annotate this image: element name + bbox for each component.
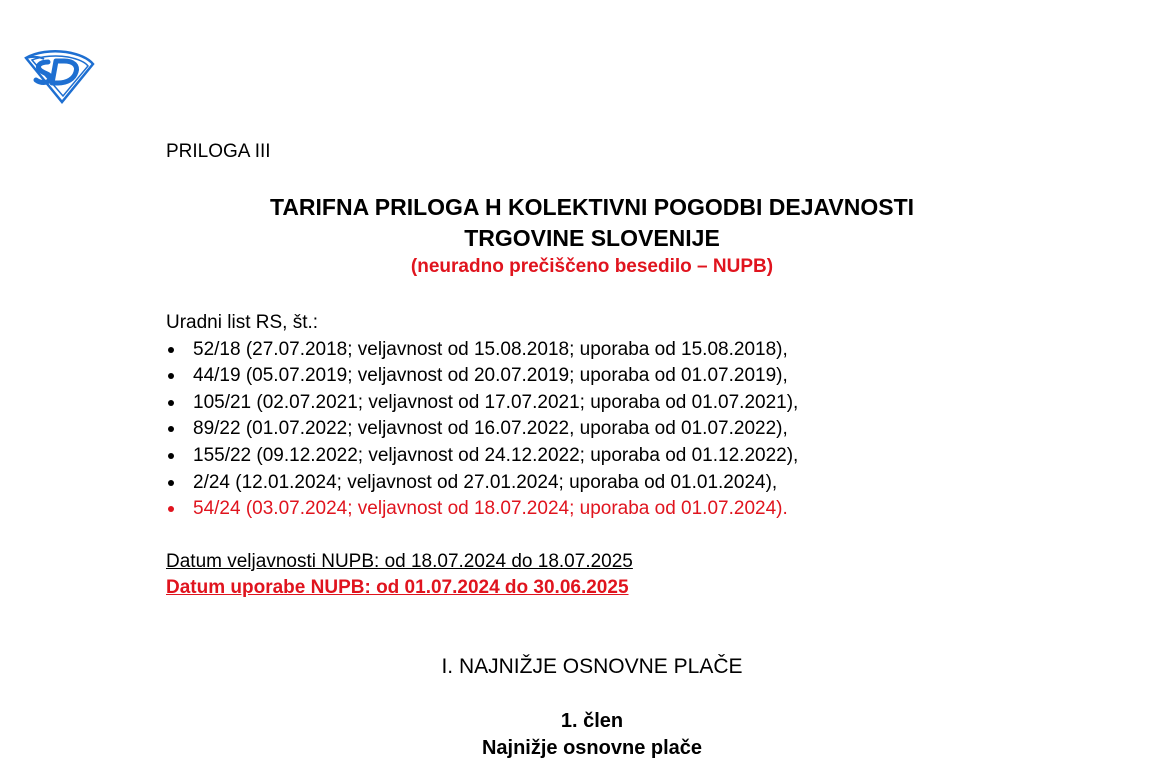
gazette-label: Uradni list RS, št.: bbox=[166, 312, 319, 333]
article-number: 1. člen bbox=[560, 710, 624, 732]
bullet-icon bbox=[168, 426, 174, 432]
bullet-icon bbox=[168, 480, 174, 486]
annex-label: PRILOGA III bbox=[166, 141, 271, 162]
gazette-entry-latest: 54/24 (03.07.2024; veljavnost od 18.07.2024; uporaba od 01.07.2024). bbox=[166, 496, 798, 523]
gazette-entry: 89/22 (01.07.2022; veljavnost od 16.07.2022, uporaba od 01.07.2022), bbox=[166, 416, 798, 443]
section-title: I. NAJNIŽJE OSNOVNE PLAČE bbox=[441, 655, 743, 678]
validity-dates bbox=[166, 549, 633, 601]
bullet-icon bbox=[168, 347, 174, 353]
article-heading bbox=[166, 708, 1018, 762]
document-title bbox=[166, 192, 1018, 280]
sd-shield-logo-icon bbox=[22, 48, 96, 104]
gazette-entry: 44/19 (05.07.2019; veljavnost od 20.07.2019; uporaba od 01.07.2019), bbox=[166, 363, 798, 390]
gazette-entry: 52/18 (27.07.2018; veljavnost od 15.08.2018; uporaba od 15.08.2018), bbox=[166, 337, 798, 364]
gazette-entries bbox=[166, 337, 798, 523]
bullet-icon bbox=[168, 453, 174, 459]
bullet-icon bbox=[168, 400, 174, 406]
gazette-entry: 105/21 (02.07.2021; veljavnost od 17.07.2021; uporaba od 01.07.2021), bbox=[166, 390, 798, 417]
gazette-list bbox=[166, 310, 798, 523]
use-date: Datum uporabe NUPB: od 01.07.2024 do 30.06.2025 bbox=[166, 577, 629, 598]
title-line-1: TARIFNA PRILOGA H KOLEKTIVNI POGODBI DEJAVNOSTI bbox=[269, 194, 915, 220]
bullet-icon bbox=[168, 373, 174, 379]
gazette-entry: 155/22 (09.12.2022; veljavnost od 24.12.2022; uporaba od 01.12.2022), bbox=[166, 443, 798, 470]
gazette-entry: 2/24 (12.01.2024; veljavnost od 27.01.2024; uporaba od 01.01.2024), bbox=[166, 470, 798, 497]
validity-date: Datum veljavnosti NUPB: od 18.07.2024 do 18.07.2025 bbox=[166, 551, 633, 572]
title-line-2: TRGOVINE SLOVENIJE bbox=[464, 225, 720, 251]
document-subtitle: (neuradno prečiščeno besedilo – NUPB) bbox=[410, 256, 774, 277]
article-title: Najnižje osnovne plače bbox=[481, 737, 703, 759]
bullet-icon bbox=[168, 506, 174, 512]
